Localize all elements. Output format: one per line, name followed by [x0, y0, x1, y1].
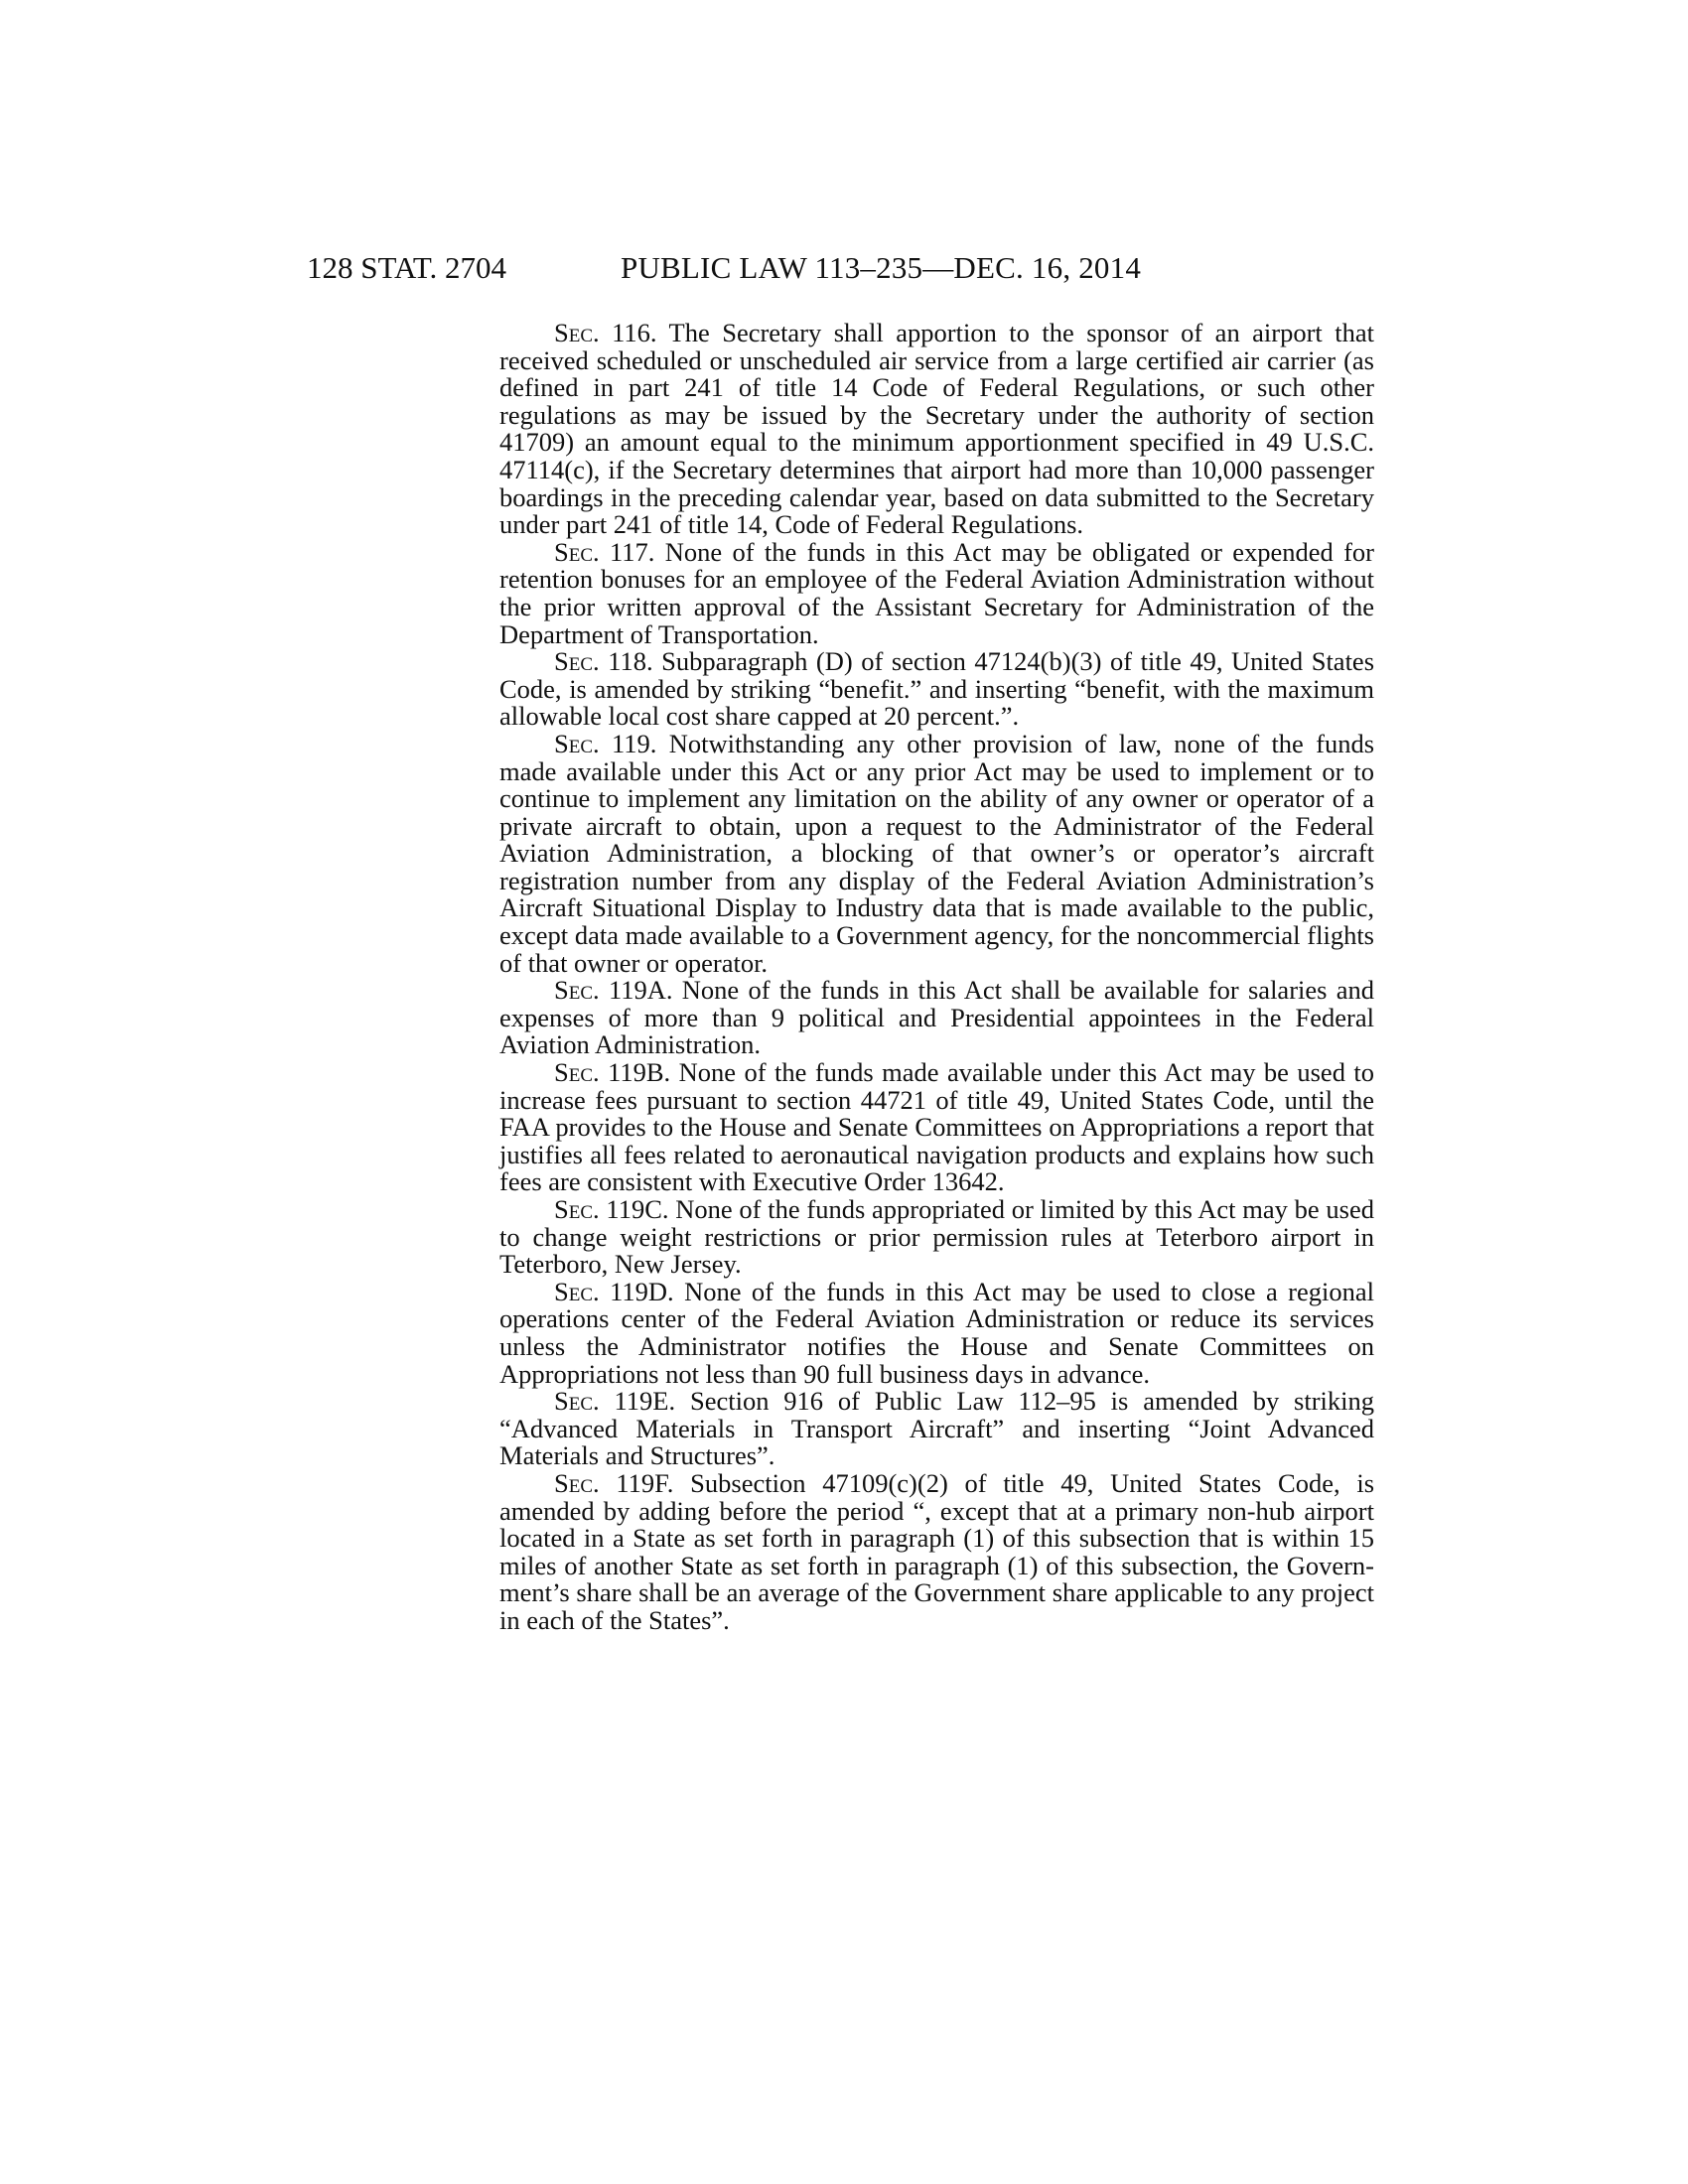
- section-119f: [499, 1467, 1375, 1635]
- section-number: 116.: [612, 318, 657, 347]
- section-label: Sec.: [554, 1467, 600, 1498]
- section-text: None of the funds in this Act shall be available for salaries and expenses of more than 9 political and Presidential appointees in the Federal Aviation Administration.: [499, 975, 1375, 1060]
- section-number: 117.: [610, 536, 655, 567]
- section-119b: [499, 1059, 1374, 1196]
- page-header: [307, 248, 1379, 288]
- section-label: Sec.: [554, 975, 600, 1006]
- section-label: Sec.: [554, 536, 600, 567]
- section-text: None of the funds made available under this Act may be used to increase fees pursuant to section 44721 of title 49, United States Code, until the FAA provides to the House and Senate Committees on Appropriations a report that justifies all fees related to aeronautical navigation products and explains how such fees are consistent with Executive Order 13642.: [499, 1057, 1375, 1197]
- section-116: [499, 320, 1374, 539]
- section-119a: [499, 977, 1374, 1059]
- section-label: Sec.: [554, 1386, 600, 1417]
- section-text: None of the funds in this Act may be used to close a regional operations center of the Federal Aviation Administration or reduce its services unless the Administrator notifies the House and Senate Committees on Appropriations not less than 90 full business days in advance.: [499, 1276, 1375, 1389]
- section-117: [499, 536, 1375, 649]
- section-text: Subsection 47109(c)(2) of title 49, United States Code, is amended by adding before the period “, except that at a primary non-hub airport located in a State as set forth in paragraph (1) of this subsection that is within 15 miles of another State as set forth in paragraph (1) of this subsection, the Government’s share shall be an average of the Government share applicable to any project in each of the States”.: [499, 1467, 1375, 1635]
- section-number: 119A.: [608, 975, 673, 1006]
- section-number: 118.: [608, 646, 653, 677]
- section-label: Sec.: [554, 1057, 600, 1088]
- section-number: 119.: [611, 728, 657, 758]
- section-number: 119E.: [614, 1386, 676, 1417]
- section-number: 119F.: [616, 1467, 674, 1498]
- section-118: [499, 648, 1374, 731]
- section-label: Sec.: [554, 728, 600, 758]
- section-number: 119C.: [606, 1194, 669, 1224]
- section-label: Sec.: [554, 318, 600, 347]
- section-text: Section 916 of Public Law 112–95 is amended by striking “Advanced Materials in Transport Aircraft” and inserting “Joint Advanced Materials and Structures”.: [499, 1386, 1375, 1471]
- section-text: None of the funds in this Act may be obligated or expended for retention bonuses for an employee of the Federal Aviation Administration without the prior written approval of the Assistant Secretary for Administration of the Department of Transportation.: [499, 536, 1375, 649]
- section-number: 119B.: [608, 1057, 671, 1088]
- section-119c: [499, 1196, 1374, 1279]
- section-text: Subparagraph (D) of section 47124(b)(3) of title 49, United States Code, is amended by striking “benefit.” and inserting “benefit, with the maximum allowable local cost share capped at 20 percent.”.: [499, 646, 1375, 732]
- section-119d: [499, 1276, 1375, 1389]
- section-label: Sec.: [554, 1276, 600, 1306]
- section-119: [499, 728, 1375, 978]
- section-label: Sec.: [554, 1194, 600, 1224]
- section-119e: [499, 1388, 1374, 1470]
- section-text: The Secretary shall apportion to the sponsor of an airport that received scheduled or unscheduled air service from a large certified air carrier (as defined in part 241 of title 14 Code of Federal Regulations, or such other regulations as may be issued by the Secretary under the authority of section 41709) an amount equal to the minimum apportionment specified in 49 U.S.C. 47114(c), if the Secretary determines that airport had more than 10,000 passenger boardings in the preceding calendar year, based on data submitted to the Secretary under part 241 of title 14, Code of Federal Regulations.: [499, 318, 1375, 540]
- public-law-title: PUBLIC LAW 113–235—DEC. 16, 2014: [621, 250, 1142, 285]
- section-text: None of the funds appropriated or limited by this Act may be used to change weight restrictions or prior permission rules at Teterboro airport in Teterboro, New Jersey.: [499, 1194, 1374, 1280]
- statute-citation: 128 STAT. 2704: [307, 250, 507, 285]
- section-text: Notwithstanding any other provision of law, none of the funds made available under this Act or any prior Act may be used to implement or to continue to implement any limitation on the ability of any owner or operator of a private aircraft to obtain, upon a request to the Administrator of the Federal Aviation Administration, a blocking of that owner’s or operator’s aircraft registration number from any display of the Federal Aviation Administration’s Aircraft Situational Display to Industry data that is made available to the public, except data made available to a Government agency, for the noncommercial flights of that owner or operator.: [499, 728, 1375, 978]
- section-label: Sec.: [554, 646, 600, 677]
- document-body: [499, 320, 1374, 1635]
- section-number: 119D.: [610, 1276, 674, 1306]
